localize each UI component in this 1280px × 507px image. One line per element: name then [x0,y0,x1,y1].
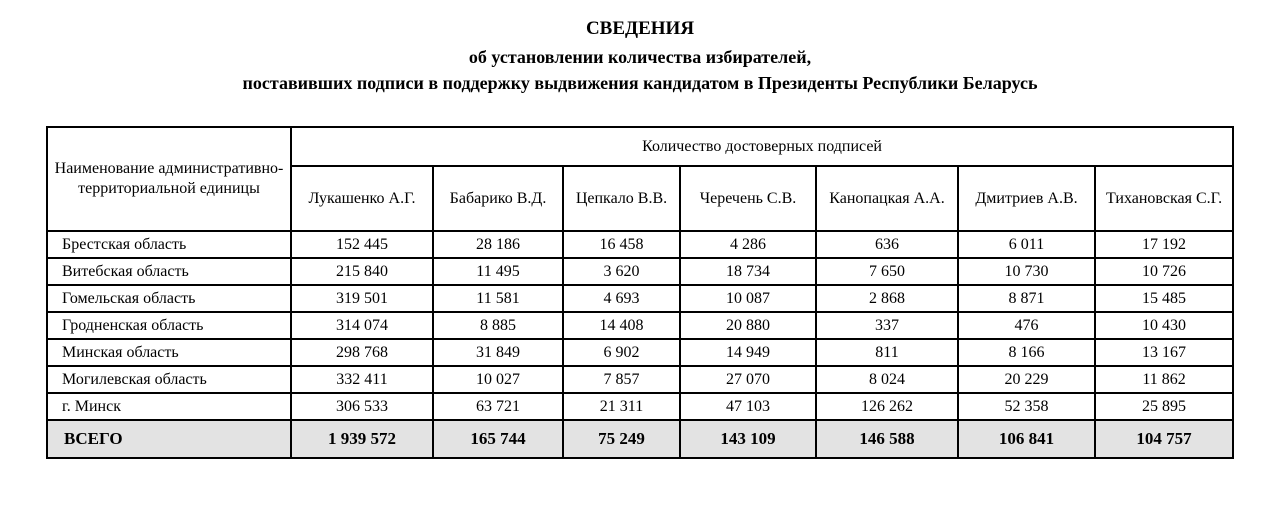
signature-count-cell: 31 849 [433,339,563,366]
table-row [47,285,1233,312]
region-name: Гродненская область [47,312,291,339]
region-name: Брестская область [47,231,291,258]
total-label: ВСЕГО [47,420,291,458]
signature-count-cell: 215 840 [291,258,433,285]
signature-count-cell: 126 262 [816,393,958,420]
region-name: Гомельская область [47,285,291,312]
signature-count-cell: 47 103 [680,393,816,420]
signature-count-cell: 10 027 [433,366,563,393]
signature-count-cell: 10 730 [958,258,1095,285]
signature-count-cell: 337 [816,312,958,339]
signature-count-cell: 20 229 [958,366,1095,393]
signature-count-cell: 10 087 [680,285,816,312]
signature-count-cell: 306 533 [291,393,433,420]
signature-count-cell: 52 358 [958,393,1095,420]
signature-count-cell: 811 [816,339,958,366]
total-value-cell: 75 249 [563,420,680,458]
signature-count-cell: 6 902 [563,339,680,366]
signatures-table [46,126,1234,459]
total-value-cell: 143 109 [680,420,816,458]
document-header [0,14,1280,96]
signature-count-cell: 63 721 [433,393,563,420]
signature-count-cell: 18 734 [680,258,816,285]
candidate-header: Канопацкая А.А. [816,166,958,231]
signature-count-cell: 25 895 [1095,393,1233,420]
candidate-header: Черечень С.В. [680,166,816,231]
candidate-header: Дмитриев А.В. [958,166,1095,231]
document-title: СВЕДЕНИЯ [585,18,695,39]
signature-count-cell: 314 074 [291,312,433,339]
total-row [47,420,1233,458]
signature-count-cell: 476 [958,312,1095,339]
signature-count-cell: 10 726 [1095,258,1233,285]
table-row [47,258,1233,285]
signature-count-cell: 7 650 [816,258,958,285]
signature-count-cell: 2 868 [816,285,958,312]
valid-signatures-group-header: Количество достоверных подписей [291,127,1233,166]
signature-count-cell: 11 862 [1095,366,1233,393]
signature-count-cell: 8 166 [958,339,1095,366]
signature-count-cell: 21 311 [563,393,680,420]
table-row [47,393,1233,420]
signature-count-cell: 319 501 [291,285,433,312]
signature-count-cell: 298 768 [291,339,433,366]
signature-count-cell: 332 411 [291,366,433,393]
table-row [47,231,1233,258]
signature-count-cell: 11 495 [433,258,563,285]
signature-count-cell: 8 871 [958,285,1095,312]
region-name: Могилевская область [47,366,291,393]
signature-count-cell: 4 286 [680,231,816,258]
signature-count-cell: 8 024 [816,366,958,393]
total-value-cell: 104 757 [1095,420,1233,458]
signature-count-cell: 14 949 [680,339,816,366]
region-name: Витебская область [47,258,291,285]
signature-count-cell: 4 693 [563,285,680,312]
signature-count-cell: 8 885 [433,312,563,339]
region-name: Минская область [47,339,291,366]
signature-count-cell: 15 485 [1095,285,1233,312]
candidate-header: Бабарико В.Д. [433,166,563,231]
signature-count-cell: 7 857 [563,366,680,393]
signature-count-cell: 6 011 [958,231,1095,258]
candidate-header: Тихановская С.Г. [1095,166,1233,231]
signature-count-cell: 11 581 [433,285,563,312]
total-value-cell: 1 939 572 [291,420,433,458]
region-column-header: Наименование административно-территориальной единицы [47,127,291,231]
signature-count-cell: 27 070 [680,366,816,393]
signature-count-cell: 152 445 [291,231,433,258]
document-subtitle-line-2: поставивших подписи в поддержку выдвижения кандидатом в Президенты Республики Беларусь [242,73,1038,93]
table-row [47,366,1233,393]
signature-count-cell: 636 [816,231,958,258]
signature-count-cell: 28 186 [433,231,563,258]
signature-count-cell: 16 458 [563,231,680,258]
candidate-header: Лукашенко А.Г. [291,166,433,231]
signature-count-cell: 20 880 [680,312,816,339]
total-value-cell: 146 588 [816,420,958,458]
region-name: г. Минск [47,393,291,420]
signature-count-cell: 13 167 [1095,339,1233,366]
table-row [47,339,1233,366]
total-value-cell: 106 841 [958,420,1095,458]
signature-count-cell: 10 430 [1095,312,1233,339]
signature-count-cell: 14 408 [563,312,680,339]
document-subtitle-line-1: об установлении количества избирателей, [468,47,812,67]
candidate-header: Цепкало В.В. [563,166,680,231]
table-row [47,312,1233,339]
signature-count-cell: 17 192 [1095,231,1233,258]
signature-count-cell: 3 620 [563,258,680,285]
total-value-cell: 165 744 [433,420,563,458]
